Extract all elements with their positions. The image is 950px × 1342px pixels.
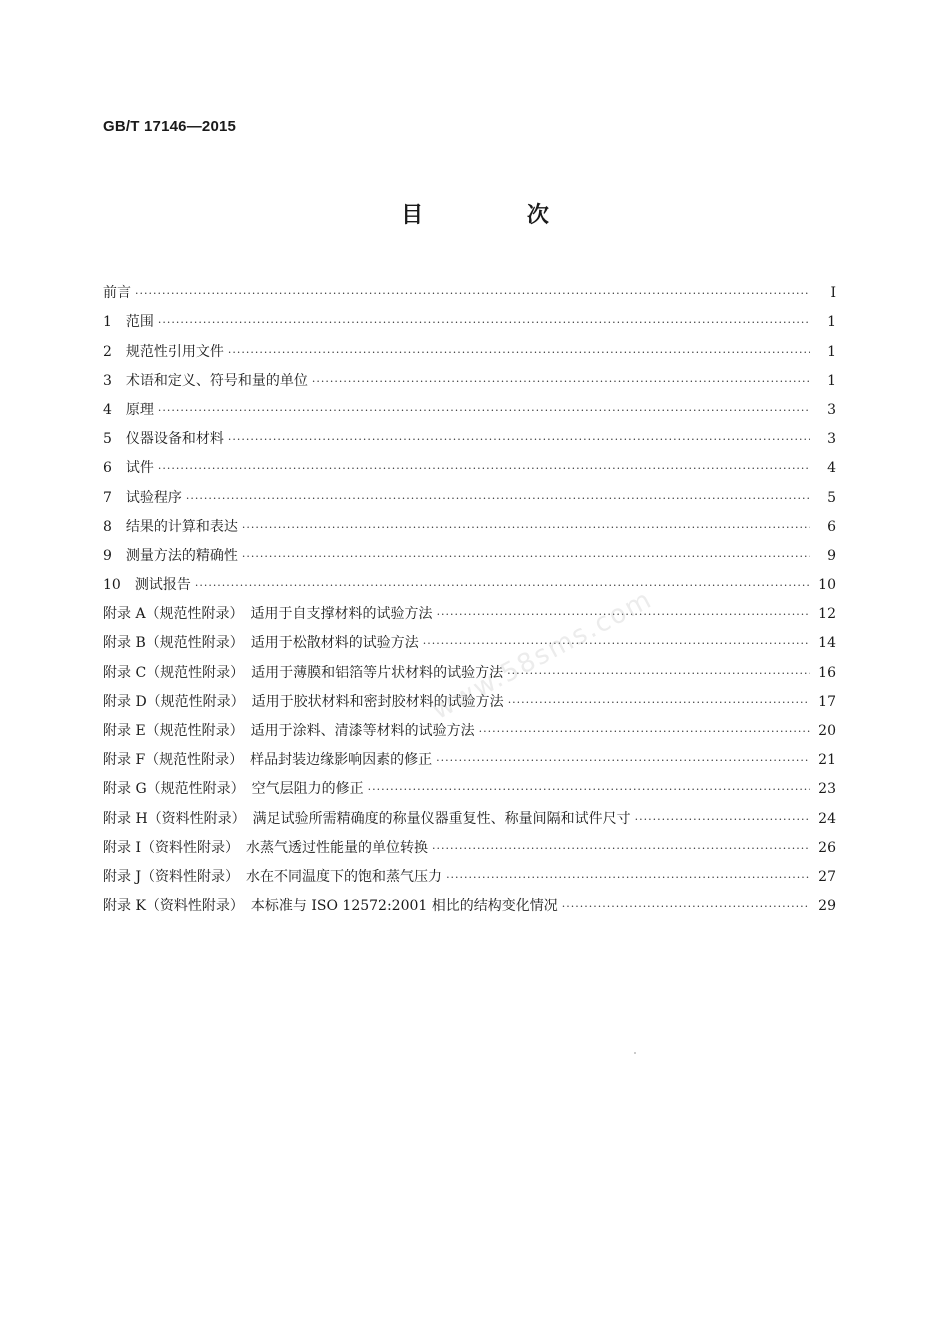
page-title: 目 次 [401,203,597,228]
toc-entry-page: 20 [818,723,836,739]
toc-leader-dots [508,694,810,712]
toc-leader-dots [135,285,810,303]
toc-entry[interactable] [103,449,836,478]
toc-entry-label: 附录 F（规范性附录） 样品封装边缘影响因素的修正 [103,752,433,769]
toc-entry-page: 4 [827,460,836,477]
toc-leader-dots [158,314,810,332]
toc-leader-dots [242,519,810,537]
toc-entry-label: 附录 B（规范性附录） 适用于松散材料的试验方法 [103,635,419,652]
toc-entry[interactable] [103,391,836,420]
toc-entry-page: 1 [827,314,836,331]
toc-leader-dots [312,373,810,391]
toc-entry[interactable] [103,537,836,566]
toc-entry[interactable] [103,332,836,361]
toc-entry-label: 1 范围 [103,314,154,331]
toc-leader-dots [195,577,810,595]
toc-entry[interactable] [103,362,836,391]
toc-entry-page: 3 [827,431,836,448]
toc-entry-page: Ⅰ [830,285,836,302]
toc-entry[interactable] [103,303,836,332]
toc-leader-dots [436,752,810,770]
toc-entry-label: 2 规范性引用文件 [103,343,224,360]
toc-entry[interactable] [103,624,836,653]
toc-leader-dots [228,431,810,449]
toc-entry-label: 附录 C（规范性附录） 适用于薄膜和铝箔等片状材料的试验方法 [103,664,504,681]
toc-leader-dots [432,840,810,858]
toc-entry-page: 29 [818,898,836,915]
toc-leader-dots [368,781,810,799]
toc-leader-dots [158,402,810,420]
toc-leader-dots [423,635,810,653]
toc-entry-page: 6 [827,518,836,535]
toc-entry-label: 附录 D（规范性附录） 适用于胶状材料和密封胶材料的试验方法 [103,693,504,710]
toc-leader-dots [158,460,810,478]
toc-entry-label: 7 试验程序 [103,489,182,506]
toc-leader-dots [242,548,810,566]
watermark: www.58sms.com [427,584,658,726]
scan-speck [634,1052,636,1054]
toc-entry-page: 23 [818,781,836,798]
toc-entry-page: 1 [827,372,836,389]
toc-entry-page: 16 [818,664,836,681]
toc-leader-dots [507,665,810,683]
toc-entry-page: 3 [827,401,836,418]
toc-entry-label: 5 仪器设备和材料 [103,431,224,448]
toc-entry-page: 17 [818,693,836,710]
toc-entry-label: 4 原理 [103,401,154,418]
table-of-contents [103,274,836,916]
toc-leader-dots [446,869,810,887]
toc-entry[interactable] [103,741,836,770]
toc-leader-dots [479,723,810,741]
toc-entry-label: 3 术语和定义、符号和量的单位 [103,372,308,389]
toc-entry-label: 附录 J（资料性附录） 水在不同温度下的饱和蒸气压力 [103,868,443,885]
toc-entry-page: 27 [818,868,836,885]
toc-entry[interactable] [103,595,836,624]
toc-entry[interactable] [103,420,836,449]
toc-entry-label: 9 测量方法的精确性 [103,547,238,564]
toc-entry[interactable] [103,887,836,916]
toc-entry[interactable] [103,566,836,595]
toc-entry-page: 5 [827,489,836,506]
toc-entry[interactable] [103,829,836,858]
toc-entry-label: 附录 K（资料性附录） 本标准与 ISO 12572:2001 相比的结构变化情况 [103,898,558,915]
toc-entry-label: 附录 H（资料性附录） 满足试验所需精确度的称量仪器重复性、称量间隔和试件尺寸 [103,810,631,827]
toc-entry[interactable] [103,799,836,828]
toc-entry-page: 26 [818,839,836,856]
toc-leader-dots [228,344,810,362]
standard-code: GB/T 17146—2015 [103,118,237,135]
toc-entry-page: 10 [818,577,836,594]
toc-leader-dots [186,490,810,508]
toc-leader-dots [635,811,810,829]
toc-entry-label: 附录 E（规范性附录） 适用于涂料、清漆等材料的试验方法 [103,723,475,739]
toc-entry[interactable] [103,274,836,303]
toc-entry-page: 24 [818,810,836,827]
toc-entry-label: 附录 A（规范性附录） 适用于自支撑材料的试验方法 [103,606,433,623]
toc-entry-label: 8 结果的计算和表达 [103,518,238,535]
toc-entry-page: 12 [818,606,836,623]
toc-entry-page: 21 [818,752,836,769]
toc-entry-page: 14 [818,635,836,652]
toc-entry[interactable] [103,858,836,887]
toc-entry-label: 附录 I（资料性附录） 水蒸气透过性能量的单位转换 [103,839,428,856]
toc-leader-dots [562,898,810,916]
toc-entry[interactable] [103,770,836,799]
toc-entry-label: 前言 [103,285,131,302]
toc-entry-label: 附录 G（规范性附录） 空气层阻力的修正 [103,781,364,798]
toc-entry-page: 1 [827,343,836,360]
toc-entry-page: 9 [827,547,836,564]
toc-entry-label: 6 试件 [103,460,154,477]
toc-entry[interactable] [103,508,836,537]
toc-entry[interactable] [103,712,836,741]
toc-entry[interactable] [103,478,836,507]
toc-entry-label: 10 测试报告 [103,577,191,594]
